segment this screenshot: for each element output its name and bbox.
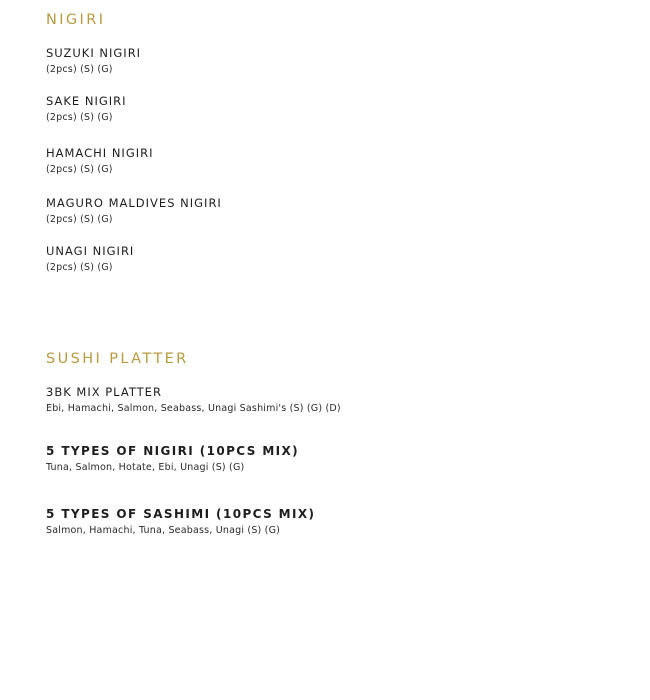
menu-item-sake-nigiri bbox=[46, 94, 127, 125]
menu-item-3bk-mix-platter bbox=[46, 385, 341, 416]
menu-item-hamachi-nigiri bbox=[46, 146, 154, 177]
item-name: SUZUKI NIGIRI bbox=[46, 46, 142, 60]
item-name: 5 TYPES OF SASHIMI (10PCS MIX) bbox=[46, 507, 316, 521]
menu-item-suzuki-nigiri bbox=[46, 46, 141, 77]
menu-item-unagi-nigiri bbox=[46, 244, 134, 275]
menu-item-maguro-maldives-nigiri bbox=[46, 196, 222, 227]
section-title-nigiri: NIGIRI bbox=[46, 12, 106, 28]
item-name: SAKE NIGIRI bbox=[46, 94, 127, 108]
item-description: (2pcs) (S) (G) bbox=[46, 112, 113, 123]
item-description: Salmon, Hamachi, Tuna, Seabass, Unagi (S) (G) bbox=[46, 525, 281, 536]
item-description: Tuna, Salmon, Hotate, Ebi, Unagi (S) (G) bbox=[46, 462, 245, 473]
item-description: (2pcs) (S) (G) bbox=[46, 164, 113, 175]
menu-item-5-types-of-sashimi bbox=[46, 507, 315, 538]
item-name: UNAGI NIGIRI bbox=[46, 244, 135, 258]
item-description: Ebi, Hamachi, Salmon, Seabass, Unagi Sashimi's (S) (G) (D) bbox=[46, 403, 341, 414]
item-name: 3BK MIX PLATTER bbox=[46, 385, 162, 399]
item-description: (2pcs) (S) (G) bbox=[46, 64, 113, 75]
item-name: 5 TYPES OF NIGIRI (10PCS MIX) bbox=[46, 444, 300, 458]
item-name: MAGURO MALDIVES NIGIRI bbox=[46, 196, 222, 210]
item-description: (2pcs) (S) (G) bbox=[46, 214, 113, 225]
item-description: (2pcs) (S) (G) bbox=[46, 262, 113, 273]
menu-item-5-types-of-nigiri bbox=[46, 444, 299, 475]
item-name: HAMACHI NIGIRI bbox=[46, 146, 154, 160]
section-title-sushi-platter: SUSHI PLATTER bbox=[46, 351, 189, 367]
